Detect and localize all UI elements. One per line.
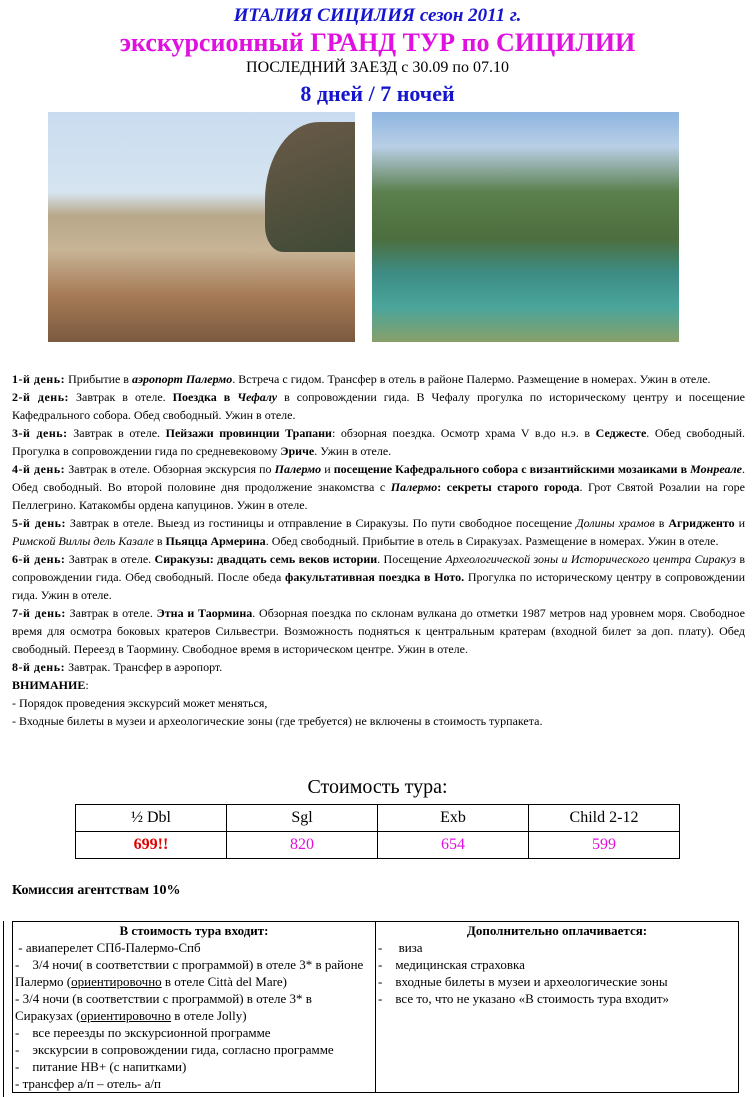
included-item: - экскурсии в сопровождении гида, согласно программе xyxy=(15,1042,334,1057)
included-text: - 3/4 ночи( в соответствии с программой) в отеле 3* в районе Палермо ( xyxy=(15,957,367,989)
title-tour-name: экскурсионный ГРАНД ТУР по СИЦИЛИИ xyxy=(119,28,636,57)
day-text: Агридженто xyxy=(668,516,735,530)
day-text: Монреале xyxy=(690,462,742,476)
day-text: Эриче xyxy=(280,444,315,458)
price-child: 599 xyxy=(529,832,680,859)
day-text: Археологической зоны и Исторического центра Сиракуз xyxy=(445,552,736,566)
day-text: . Встреча с гидом. Трансфер в отель в районе Палермо. Размещение в номерах. Ужин в отеле. xyxy=(232,372,711,386)
day-label: 4-й день: xyxy=(12,462,66,476)
day-label: 5-й день: xyxy=(12,516,66,530)
price-header-row xyxy=(76,805,680,832)
day-text: Завтрак в отеле. xyxy=(65,552,155,566)
attention-colon: : xyxy=(85,678,89,692)
day-7 xyxy=(12,604,745,658)
price-dbl: 699!! xyxy=(76,832,227,859)
included-text: в отеле Città del Mare) xyxy=(161,974,288,989)
day-text: . Посещение xyxy=(377,552,446,566)
day-1 xyxy=(12,370,745,388)
price-sgl: 820 xyxy=(227,832,378,859)
day-text: Завтрак в отеле. Обзорная экскурсия по xyxy=(65,462,275,476)
day-4 xyxy=(12,460,745,514)
included-cell xyxy=(13,922,376,1093)
day-text: Палермо xyxy=(274,462,322,476)
day-text: Седжесте xyxy=(595,426,647,440)
day-text: Прибытие в xyxy=(65,372,132,386)
included-item: - все переезды по экскурсионной программе xyxy=(15,1025,271,1040)
last-departure: ПОСЛЕДНИЙ ЗАЕЗД с 30.09 по 07.10 xyxy=(246,59,509,76)
day-text: . Грот Святой Розалии на горе Пеллегрино. Катакомбы ордена капуцинов. Ужин в отеле. xyxy=(12,480,746,512)
extra-item: - входные билеты в музеи и археологические зоны xyxy=(378,974,668,989)
day-5 xyxy=(12,514,745,550)
day-text: Пейзажи провинции Трапани xyxy=(165,426,332,440)
day-text: аэропорт Палермо xyxy=(131,372,233,386)
day-text: . Обед свободный. Прогулка в сопровождении гида по средневековому xyxy=(12,426,746,458)
included-text: - 3/4 ночи (в соответствии с программой) в отеле 3* в Сиракузах ( xyxy=(15,991,312,1023)
day-text: в сопровождении гида. В Чефалу прогулка по историческому центру и посещение Кафедрального собора. Обед свободный. Ужин в отеле. xyxy=(12,390,745,422)
day-text: факультативная поездка в Ното. xyxy=(285,570,465,584)
title-country-season: ИТАЛИЯ СИЦИЛИЯ сезон 2011 г. xyxy=(233,5,522,26)
day-text: в xyxy=(153,534,166,548)
day-text: Долины храмов xyxy=(576,516,655,530)
header-dbl: ½ Dbl xyxy=(76,805,227,832)
price-exb: 654 xyxy=(378,832,529,859)
day-text: в xyxy=(654,516,669,530)
day-text: : секреты старого города xyxy=(437,480,580,494)
price-table xyxy=(75,804,680,859)
day-3 xyxy=(12,424,745,460)
included-item xyxy=(15,956,373,990)
included-underlined: ориентировочно xyxy=(71,974,162,989)
photo-isola-bella xyxy=(372,112,679,342)
day-text: Завтрак. Трансфер в аэропорт. xyxy=(65,660,223,674)
day-text: посещение Кафедрального собора с византийскими мозаиками в xyxy=(333,462,691,476)
day-2 xyxy=(12,388,745,424)
header-sgl: Sgl xyxy=(227,805,378,832)
day-text: в сопровождении гида. Обед свободный. После обеда xyxy=(12,552,745,584)
day-text: . Обзорная поездка по склонам вулкана до отметки 1987 метров над уровнем моря. Свободное время для осмотра боковых кратеров Сильвестри. Возможность подняться к центральным кратерам (входной билет за доп. плату). Обед свободный. Переезд в Таормину. Свободное время в историческом центре. Ужин в отеле. xyxy=(12,606,746,656)
day-text: Прогулка по историческому центру в сопровождении гида. Ужин в отеле. xyxy=(12,570,745,602)
day-text: . Обед свободный. Прибытие в отель в Сиракузах. Размещение в номерах. Ужин в отеле. xyxy=(265,534,719,548)
price-title: Стоимость тура: xyxy=(307,776,448,798)
price-value-row xyxy=(76,832,680,859)
day-text: и xyxy=(321,462,334,476)
day-text: . Ужин в отеле. xyxy=(314,444,392,458)
included-item: - трансфер а/п – отель- а/п xyxy=(15,1076,161,1091)
day-text: Завтрак в отеле. xyxy=(67,426,166,440)
day-text: Пьяцца Армерина xyxy=(165,534,266,548)
day-label: 6-й день: xyxy=(12,552,66,566)
header-child: Child 2-12 xyxy=(529,805,680,832)
agency-commission: Комиссия агентствам 10% xyxy=(12,883,181,898)
attention-heading xyxy=(12,676,745,694)
attention-title: ВНИМАНИЕ xyxy=(12,678,86,692)
day-text: Палермо xyxy=(390,480,438,494)
attention-note: - Порядок проведения экскурсий может меняться, xyxy=(12,696,268,710)
day-text: Чефалу xyxy=(237,390,278,404)
margin-line xyxy=(3,921,4,1097)
photo-rock xyxy=(265,122,355,252)
itinerary xyxy=(12,370,745,730)
day-text: . Обед свободный. Во второй половине дня продолжение знакомства с xyxy=(12,462,745,494)
included-underlined: ориентировочно xyxy=(80,1008,172,1023)
extra-item: - все то, что не указано «В стоимость тура входит» xyxy=(378,991,670,1006)
day-label: 1-й день: xyxy=(12,372,66,386)
included-title: В стоимость тура входит: xyxy=(119,923,269,938)
day-text: и xyxy=(734,516,746,530)
extra-item: - медицинская страховка xyxy=(378,957,525,972)
extra-title: Дополнительно оплачивается: xyxy=(466,923,648,938)
extra-item: - виза xyxy=(378,940,423,955)
day-text: Завтрак в отеле. Выезд из гостиницы и отправление в Сиракузы. По пути свободное посещение xyxy=(66,516,577,530)
header-exb: Exb xyxy=(378,805,529,832)
day-label: 3-й день: xyxy=(12,426,68,440)
day-label: 8-й день: xyxy=(12,660,66,674)
day-label: 7-й день: xyxy=(12,606,66,620)
day-text: Этна и Таормина xyxy=(156,606,253,620)
inclusions-table xyxy=(12,921,739,1093)
extra-cell xyxy=(376,922,739,1093)
day-label: 2-й день: xyxy=(12,390,70,404)
day-text: Поездка в xyxy=(172,390,238,404)
day-text: : обзорная поездка. Осмотр храма V в.до н.э. в xyxy=(331,426,596,440)
attention-note: - Входные билеты в музеи и археологические зоны (где требуется) не включены в стоимость турпакета. xyxy=(12,714,543,728)
day-text: Завтрак в отеле. xyxy=(69,390,173,404)
photo-cefalu xyxy=(48,112,355,342)
day-8 xyxy=(12,658,745,676)
included-item xyxy=(15,990,373,1024)
duration: 8 дней / 7 ночей xyxy=(300,81,455,106)
day-list xyxy=(12,370,745,676)
included-item: - питание HB+ (с напитками) xyxy=(15,1059,187,1074)
included-text: в отеле Jolly) xyxy=(171,1008,247,1023)
included-item: - авиаперелет СПб-Палермо-Спб xyxy=(15,940,201,955)
day-text: Завтрак в отеле. xyxy=(65,606,157,620)
day-text: Римской Виллы дель Казале xyxy=(12,534,154,548)
day-text: Сиракузы: двадцать семь веков истории xyxy=(154,552,378,566)
day-6 xyxy=(12,550,745,604)
